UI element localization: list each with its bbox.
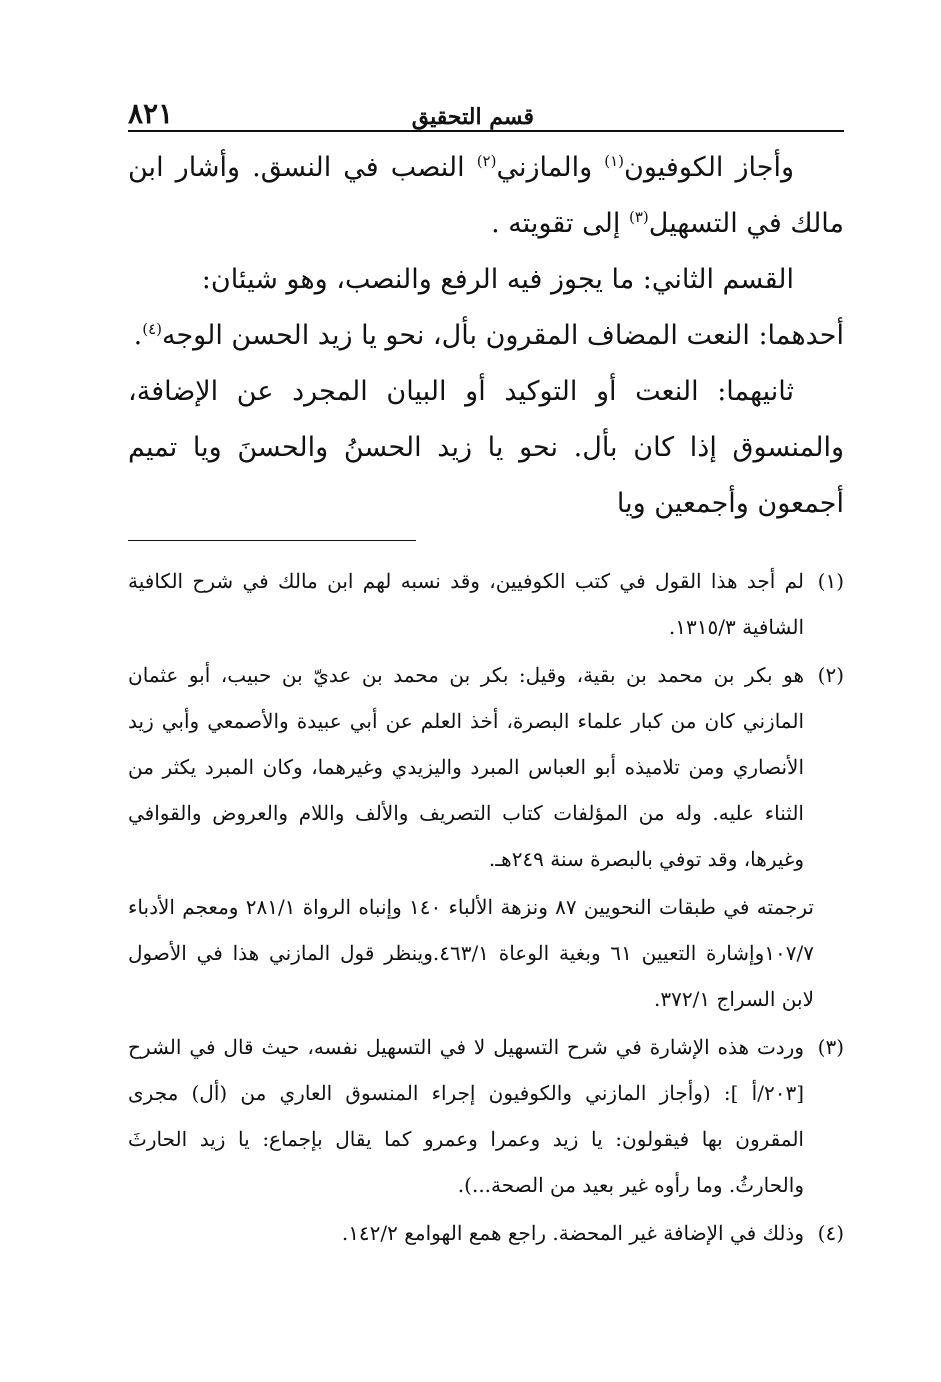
main-text	[128, 140, 844, 532]
footnote-text: وردت هذه الإشارة في شرح التسهيل لا في التسهيل نفسه، حيث قال في الشرح [٢٠٣/أ ]: (وأجاز المازني والكوفيون إجراء المنسوق العاري من (أل) مجرى المقرون بها فيقولون: يا زيد وعمرا وعمرو كما يقال بإجماع: يا زيد الحارثَ والحارثُ. وما رأوه غير بعيد من الصحة...).	[128, 1035, 804, 1197]
text-run: أحدهما: النعت المضاف المقرون بأل، نحو يا زيد الحسن الوجه	[162, 320, 844, 351]
footnote-number: (١)	[817, 569, 844, 593]
footnote-3	[128, 1024, 844, 1208]
footnote-text: وذلك في الإضافة غير المحضة. راجع همع الهوامع ١٤٢/٢.	[341, 1221, 804, 1245]
text-run: .	[133, 320, 143, 351]
text-run: وأجاز الكوفيون	[624, 152, 794, 183]
section-title: قسم التحقيق	[411, 104, 534, 130]
footnote-ref-3[interactable]: (٣)	[628, 208, 649, 226]
page	[128, 92, 844, 532]
footnote-ref-1[interactable]: (١)	[604, 152, 624, 170]
text-run: إلى تقويته .	[491, 208, 629, 239]
paragraph-4: ثانيهما: النعت أو التوكيد أو البيان المجرد عن الإضافة، والمنسوق إذا كان بأل. نحو يا زيد الحسنُ والحسنَ ويا تميم أجمعون وأجمعين ويا	[128, 376, 844, 519]
text-run: النصب في النسق. وأشار ابن مالك في التسهيل	[128, 152, 844, 239]
footnote-2	[128, 652, 844, 882]
footnote-ref-2[interactable]: (٢)	[476, 152, 497, 170]
paragraph-3	[128, 308, 844, 364]
text-run: والمازني	[496, 152, 605, 183]
footnote-4	[128, 1210, 844, 1256]
paragraph-1	[128, 140, 844, 252]
footnotes	[128, 558, 844, 1258]
paragraph-2: القسم الثاني: ما يجوز فيه الرفع والنصب، وهو شيئان:	[201, 264, 794, 295]
footnote-number: (٢)	[817, 663, 844, 687]
footnote-number: (٤)	[817, 1221, 844, 1245]
footnote-2-continuation: ترجمته في طبقات النحويين ٨٧ ونزهة الألباء ١٤٠ وإنباه الرواة ٢٨١/١ ومعجم الأدباء ١٠٧/٧وإشارة التعيين ٦١ وبغية الوعاة ٤٦٣/١.وينظر قول المازني هذا في الأصول لابن السراج ٣٧٢/١.	[128, 895, 814, 1011]
page-number: ٨٢١	[128, 97, 174, 130]
footnote-number: (٣)	[817, 1035, 844, 1059]
footnote-text: هو بكر بن محمد بن بقية، وقيل: بكر بن محمد بن عديّ بن حبيب، أبو عثمان المازني كان من كبار علماء البصرة، أخذ العلم عن أبي عبيدة والأصمعي وأبي زيد الأنصاري ومن تلاميذه أبو العباس المبرد واليزيدي وغيرهما، وكان المبرد يكثر من الثناء عليه. وله من المؤلفات كتاب التصريف والألف واللام والعروض والقوافي وغيرها، وقد توفي بالبصرة سنة ٢٤٩هـ.	[128, 663, 804, 871]
footnote-1	[128, 558, 844, 650]
running-header	[128, 92, 844, 132]
footnote-separator	[128, 540, 416, 541]
footnote-text: لم أجد هذا القول في كتب الكوفيين، وقد نسبه لهم ابن مالك في شرح الكافية الشافية ١٣١٥/٣.	[128, 569, 804, 639]
footnote-ref-4[interactable]: (٤)	[142, 320, 162, 338]
